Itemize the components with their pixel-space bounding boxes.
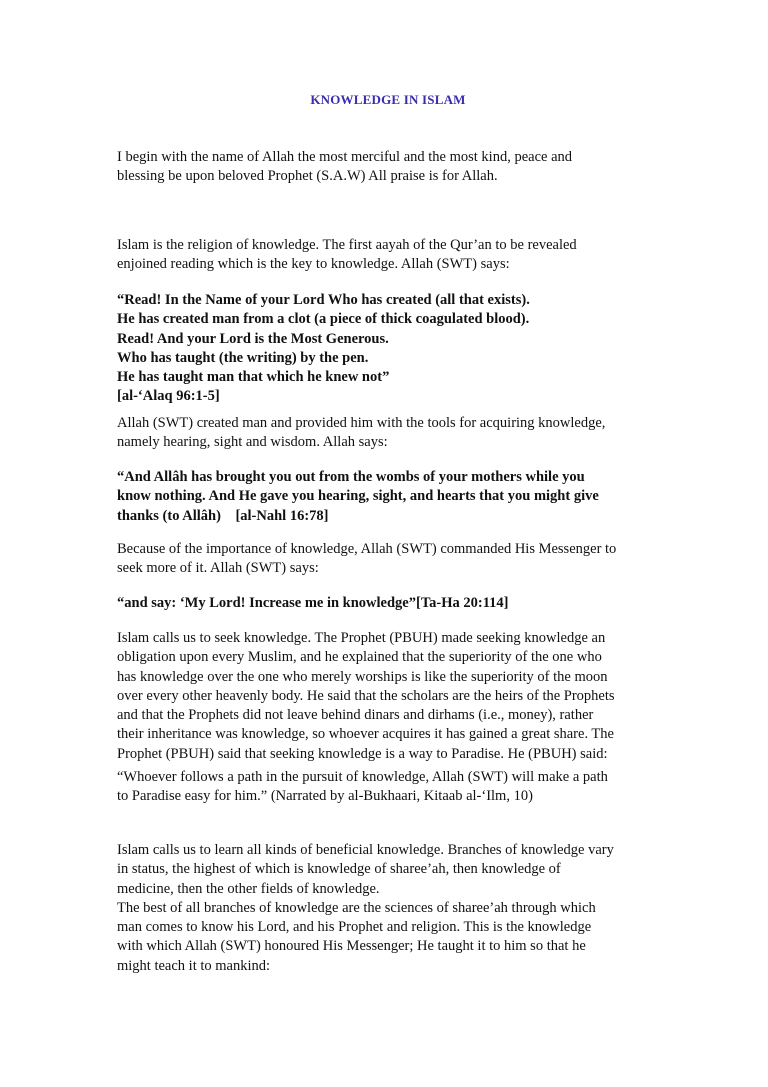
text-line: their inheritance was knowledge, so whoever acquires it has gained a great share. The — [117, 726, 614, 743]
quote-line: Who has taught (the writing) by the pen. — [117, 349, 369, 366]
text-line: obligation upon every Muslim, and he explained that the superiority of the one who — [117, 649, 602, 666]
quote-line: He has taught man that which he knew not” — [117, 369, 390, 386]
text-line: Islam calls us to learn all kinds of beneficial knowledge. Branches of knowledge vary — [117, 842, 614, 858]
title-text: KNOWLEDGE IN ISLAM — [310, 92, 466, 107]
quote-line: “Read! In the Name of your Lord Who has created (all that exists). — [117, 292, 530, 308]
text-line: Prophet (PBUH) said that seeking knowledge is a way to Paradise. He (PBUH) said: — [117, 745, 608, 762]
text-line: Islam is the religion of knowledge. The first aayah of the Qur’an to be revealed — [117, 237, 577, 253]
text-line: has knowledge over the one who merely worships is like the superiority of the moon — [117, 668, 608, 685]
text-line: I begin with the name of Allah the most merciful and the most kind, peace and — [117, 149, 573, 165]
text-line: and that the Prophets did not leave behind dinars and dirhams (i.e., money), rather — [117, 707, 594, 724]
paragraph-tools — [117, 414, 677, 453]
quote-line: He has created man from a clot (a piece of thick coagulated blood). — [117, 311, 530, 328]
paragraph-calls-to-seek — [117, 629, 677, 764]
text-line: Because of the importance of knowledge, Allah (SWT) commanded His Messenger to — [117, 541, 617, 557]
text-line: over every other heavenly body. He said that the scholars are the heirs of the Prophets — [117, 687, 615, 704]
text-line: namely hearing, sight and wisdom. Allah says: — [117, 434, 388, 451]
text-line: in status, the highest of which is knowledge of sharee’ah, then knowledge of — [117, 861, 561, 878]
quote-line: Read! And your Lord is the Most Generous. — [117, 330, 389, 347]
quote-taha — [117, 594, 677, 613]
page-title — [0, 92, 768, 108]
quote-line: know nothing. And He gave you hearing, sight, and hearts that you might give — [117, 488, 599, 505]
text-line: with which Allah (SWT) honoured His Messenger; He taught it to him so that he — [117, 938, 586, 955]
text-line: medicine, then the other fields of knowledge. — [117, 880, 380, 897]
paragraph-importance — [117, 540, 677, 579]
text-line: man comes to know his Lord, and his Prophet and religion. This is the knowledge — [117, 919, 592, 936]
text-line: The best of all branches of knowledge are the sciences of sharee’ah through which — [117, 899, 596, 916]
text-line: to Paradise easy for him.” (Narrated by al-Bukhaari, Kitaab al-‘Ilm, 10) — [117, 788, 533, 805]
text-line: Islam calls us to seek knowledge. The Prophet (PBUH) made seeking knowledge an — [117, 630, 606, 646]
quote-line: “And Allâh has brought you out from the wombs of your mothers while you — [117, 469, 585, 485]
quote-nahl — [117, 468, 677, 526]
paragraph-religion-of-knowledge — [117, 236, 677, 275]
quote-line: “and say: ‘My Lord! Increase me in knowledge”[Ta-Ha 20:114] — [117, 595, 509, 611]
text-line: might teach it to mankind: — [117, 957, 271, 974]
quote-alaq — [117, 291, 677, 407]
paragraph-hadith — [117, 768, 677, 807]
text-line: Allah (SWT) created man and provided him with the tools for acquiring knowledge, — [117, 415, 606, 431]
paragraph-intro — [117, 148, 677, 187]
quote-line: thanks (to Allâh) [al-Nahl 16:78] — [117, 507, 329, 524]
text-line: blessing be upon beloved Prophet (S.A.W) All praise is for Allah. — [117, 168, 498, 185]
paragraph-beneficial-knowledge — [117, 841, 677, 976]
quote-reference: [al-‘Alaq 96:1-5] — [117, 388, 220, 405]
text-line: seek more of it. Allah (SWT) says: — [117, 560, 319, 577]
text-line: enjoined reading which is the key to knowledge. Allah (SWT) says: — [117, 256, 510, 273]
text-line: “Whoever follows a path in the pursuit of knowledge, Allah (SWT) will make a path — [117, 769, 608, 785]
